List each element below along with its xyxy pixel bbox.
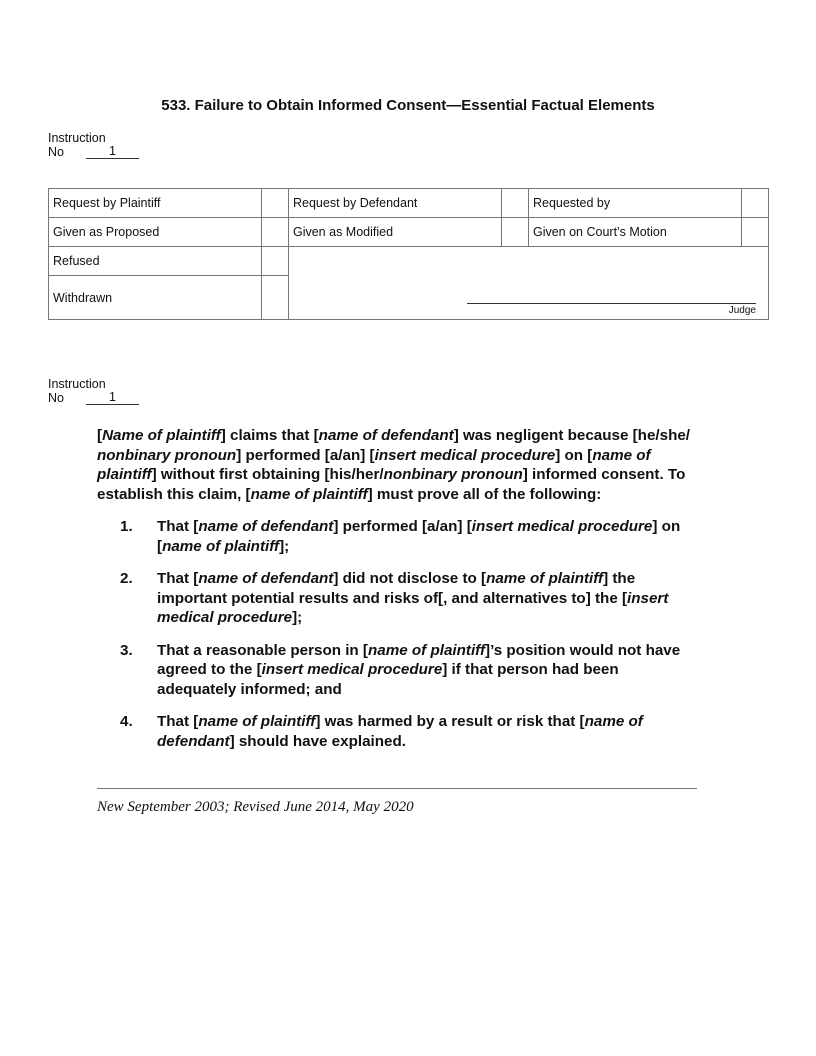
text-line	[157, 712, 643, 732]
withdrawn-label: Withdrawn	[49, 276, 262, 320]
text-segment: adequately informed; and	[157, 680, 342, 698]
refused-box[interactable]	[262, 247, 289, 276]
text-segment: ] the	[603, 570, 636, 587]
text-segment: ] did not disclose to [	[333, 570, 487, 587]
placeholder-text: name of defendant	[198, 518, 334, 535]
text-line	[97, 426, 690, 446]
judge-signature-cell	[288, 247, 768, 320]
element-item	[97, 569, 690, 628]
placeholder-text: defendant	[157, 732, 230, 750]
request-by-defendant-label: Request by Defendant	[288, 189, 501, 218]
placeholder-text: nonbinary pronoun	[383, 466, 523, 483]
text-segment: ] on [	[555, 446, 593, 464]
request-by-defendant-box[interactable]	[502, 189, 529, 218]
text-line	[157, 608, 668, 628]
text-segment: [	[157, 537, 163, 555]
text-segment: That [	[157, 518, 199, 535]
text-segment: That a reasonable person in [	[157, 641, 368, 659]
placeholder-text: name of	[592, 446, 651, 464]
text-line	[157, 732, 643, 752]
element-number: 3.	[120, 641, 133, 659]
element-number: 2.	[120, 570, 133, 587]
placeholder-text: plaintiff	[97, 466, 152, 483]
text-segment: [	[97, 427, 103, 444]
given-on-courts-motion-label: Given on Court’s Motion	[528, 218, 741, 247]
placeholder-text: name of plaintiff	[162, 537, 280, 555]
element-text	[157, 517, 680, 556]
placeholder-text: nonbinary pronoun	[97, 446, 237, 464]
placeholder-text: name of plaintiff	[250, 485, 368, 503]
judge-signature-line[interactable]	[467, 303, 756, 304]
text-line	[157, 680, 680, 700]
text-line	[157, 537, 680, 557]
instruction-body	[97, 426, 690, 751]
text-segment: ];	[279, 537, 290, 555]
element-text	[157, 641, 680, 700]
element-number: 4.	[120, 713, 133, 730]
text-line	[157, 660, 680, 680]
revision-history: New September 2003; Revised June 2014, May 2020	[97, 799, 414, 815]
text-line	[157, 517, 680, 537]
text-segment: ] was negligent because [he/she/	[453, 427, 691, 444]
element-item	[97, 641, 690, 700]
instruction-number-top	[48, 131, 139, 159]
text-segment: That [	[157, 713, 199, 730]
text-line	[97, 465, 690, 485]
placeholder-text: insert medical procedure	[374, 446, 556, 464]
element-text	[157, 569, 668, 628]
text-segment: ] performed [a/an] [	[333, 518, 472, 535]
text-segment: ] without first obtaining [his/her/	[151, 466, 384, 483]
instruction-number-bottom	[48, 377, 139, 405]
element-item	[97, 517, 690, 556]
request-by-plaintiff-box[interactable]	[262, 189, 289, 218]
text-segment: ] should have explained.	[229, 732, 406, 750]
text-segment: important potential results and risks of[, and alternatives to] the [	[157, 589, 628, 607]
page-title: 533. Failure to Obtain Informed Consent—Essential Factual Elements	[161, 97, 655, 114]
text-segment: ] informed consent. To	[522, 466, 686, 483]
instruction-number-field[interactable]: 1	[86, 145, 139, 159]
placeholder-text: insert	[627, 589, 669, 607]
placeholder-text: name of plaintiff	[368, 641, 486, 659]
intro-paragraph	[97, 426, 690, 504]
placeholder-text: insert medical procedure	[471, 518, 653, 535]
text-segment: ] performed [a/an] [	[236, 446, 375, 464]
given-as-proposed-label: Given as Proposed	[49, 218, 262, 247]
placeholder-text: insert medical procedure	[261, 661, 443, 678]
request-by-plaintiff-label: Request by Plaintiff	[49, 189, 262, 218]
refused-label: Refused	[49, 247, 262, 276]
instruction-label: Instruction	[48, 131, 106, 145]
elements-list	[97, 517, 690, 751]
element-item	[97, 712, 690, 751]
given-on-courts-motion-box[interactable]	[742, 218, 769, 247]
text-segment: ] was harmed by a result or risk that [	[315, 713, 585, 730]
text-segment: ]’s position would not have	[485, 641, 681, 659]
given-as-proposed-box[interactable]	[262, 218, 289, 247]
placeholder-text: name of plaintiff	[486, 570, 604, 587]
text-segment: agreed to the [	[157, 661, 262, 678]
text-line	[97, 446, 690, 466]
element-number: 1.	[120, 518, 133, 535]
given-as-modified-box[interactable]	[502, 218, 529, 247]
judge-label: Judge	[728, 305, 756, 316]
placeholder-text: Name of plaintiff	[102, 427, 221, 444]
text-line	[157, 641, 680, 661]
text-segment: establish this claim, [	[97, 485, 251, 503]
text-segment: ];	[292, 609, 303, 626]
text-line	[97, 485, 690, 505]
given-as-modified-label: Given as Modified	[288, 218, 501, 247]
withdrawn-box[interactable]	[262, 276, 289, 320]
instruction-number-field[interactable]: 1	[86, 391, 139, 405]
placeholder-text: name of	[584, 713, 643, 730]
no-label: No	[48, 145, 64, 159]
placeholder-text: name of plaintiff	[198, 713, 316, 730]
requested-by-label: Requested by	[528, 189, 741, 218]
text-segment: ] if that person had been	[442, 661, 619, 678]
placeholder-text: medical procedure	[157, 609, 293, 626]
instruction-label: Instruction	[48, 377, 106, 391]
footer-divider	[97, 788, 697, 789]
text-line	[157, 589, 668, 609]
text-segment: ] on	[652, 518, 681, 535]
instruction-disposition-table	[48, 188, 769, 320]
text-segment: That [	[157, 570, 199, 587]
no-label: No	[48, 391, 64, 405]
placeholder-text: name of defendant	[198, 570, 334, 587]
text-segment: ] must prove all of the following:	[367, 485, 602, 503]
requested-by-box[interactable]	[742, 189, 769, 218]
placeholder-text: name of defendant	[318, 427, 454, 444]
text-line	[157, 569, 668, 589]
element-text	[157, 712, 643, 751]
text-segment: ] claims that [	[220, 427, 319, 444]
